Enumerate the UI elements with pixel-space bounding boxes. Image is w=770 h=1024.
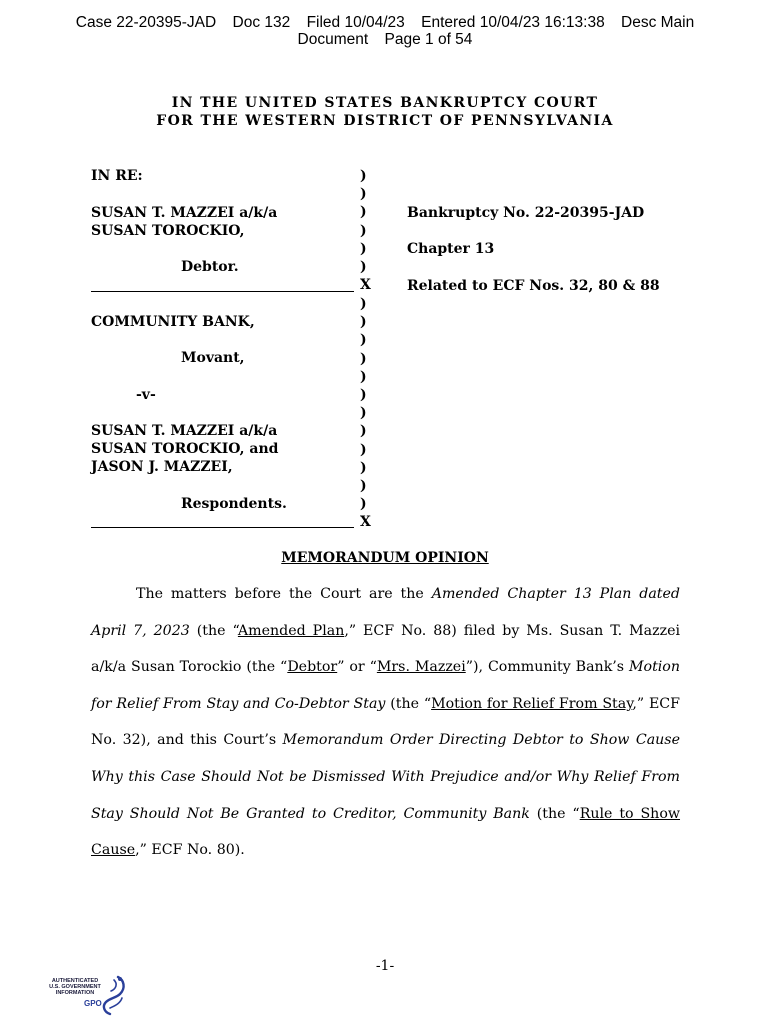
debtor-role: Debtor. — [181, 259, 239, 275]
text-run: ”), Community Bank’s — [465, 659, 629, 676]
defined-term-motion: Motion for Relief From Stay — [431, 695, 633, 712]
filing-header-line1 — [0, 15, 770, 31]
doc-number: Doc 132 — [232, 14, 291, 31]
text-run: (the “ — [385, 695, 432, 712]
movant-name: COMMUNITY BANK, — [91, 314, 255, 330]
defined-term-amended-plan: Amended Plan — [237, 622, 345, 639]
movant-role: Movant, — [181, 350, 245, 366]
text-run: ,” ECF No. 80). — [135, 842, 245, 859]
debtor-name-line1: SUSAN T. MAZZEI a/k/a — [91, 205, 278, 221]
filing-header-line2 — [0, 32, 770, 48]
respondent-name-line1: SUSAN T. MAZZEI a/k/a — [91, 423, 278, 439]
respondent-name-line2: SUSAN TOROCKIO, and — [91, 441, 279, 457]
page-number: -1- — [375, 958, 395, 974]
related-ecf: Related to ECF Nos. 32, 80 & 88 — [407, 278, 660, 294]
document-label: Document — [297, 31, 369, 48]
gpo-eagle-icon — [96, 974, 128, 1018]
opinion-title: MEMORANDUM OPINION — [281, 550, 489, 566]
court-name-line1: IN THE UNITED STATES BANKRUPTCY COURT — [171, 95, 599, 111]
text-run: ” or “ — [337, 659, 377, 676]
caption-rule-top — [91, 291, 354, 292]
desc-main: Desc Main — [621, 14, 695, 31]
opinion-paragraph-1 — [91, 576, 680, 869]
chapter-label: Chapter 13 — [407, 241, 495, 257]
motion-title: Motion for Relief From Stay and Co-Debtor Stay — [91, 659, 680, 712]
gpo-seal-line1: AUTHENTICATED — [51, 978, 99, 984]
court-name-line2: FOR THE WESTERN DISTRICT OF PENNSYLVANIA — [156, 113, 614, 129]
defined-term-rule-to-show-cause: Rule to Show Cause — [91, 805, 681, 859]
text-run: ,” ECF No. 88) filed by Ms. Susan T. Mazzei a/k/a Susan Torockio (the “ — [91, 622, 680, 676]
caption-parens-bottom: ) ) ) ) ) ) ) ) ) ) ) ) X — [360, 296, 371, 531]
in-re-label: IN RE: — [91, 168, 143, 184]
text-run: (the “ — [529, 805, 580, 822]
gpo-seal-line2: U.S. GOVERNMENT — [49, 984, 101, 991]
versus-label: -v- — [136, 387, 156, 403]
respondent-name-line3: JASON J. MAZZEI, — [91, 459, 233, 475]
text-run: ,” ECF No. 32), and this Court’s — [91, 695, 680, 749]
filed-date: Filed 10/04/23 — [306, 14, 405, 31]
entered-date: Entered 10/04/23 16:13:38 — [421, 14, 605, 31]
gpo-authentication-seal — [44, 972, 128, 1018]
gpo-seal-label: GPO — [84, 999, 102, 1008]
amended-plan-title: Amended Chapter 13 Plan dated April 7, 2023 — [91, 586, 680, 639]
text-run: The matters before the Court are the — [136, 586, 432, 602]
text-run: (the “ — [189, 622, 238, 639]
gpo-seal-line3: INFORMATION — [55, 990, 95, 997]
bankruptcy-number: Bankruptcy No. 22-20395-JAD — [407, 205, 645, 221]
caption-parens-top: ) ) ) ) ) ) X — [360, 168, 371, 294]
case-number: Case 22-20395-JAD — [75, 14, 217, 31]
page-count: Page 1 of 54 — [384, 31, 473, 48]
debtor-name-line2: SUSAN TOROCKIO, — [91, 223, 245, 239]
defined-term-mrs-mazzei: Mrs. Mazzei — [376, 659, 466, 676]
caption-rule-bottom — [91, 527, 354, 528]
memorandum-order-title: Memorandum Order Directing Debtor to Show Cause Why this Case Should Not be Dismissed With Prejudice and/or Why Relief From Stay Should Not Be Granted to Creditor, Community Bank — [91, 732, 680, 822]
respondent-role: Respondents. — [181, 496, 287, 512]
defined-term-debtor: Debtor — [287, 659, 338, 676]
